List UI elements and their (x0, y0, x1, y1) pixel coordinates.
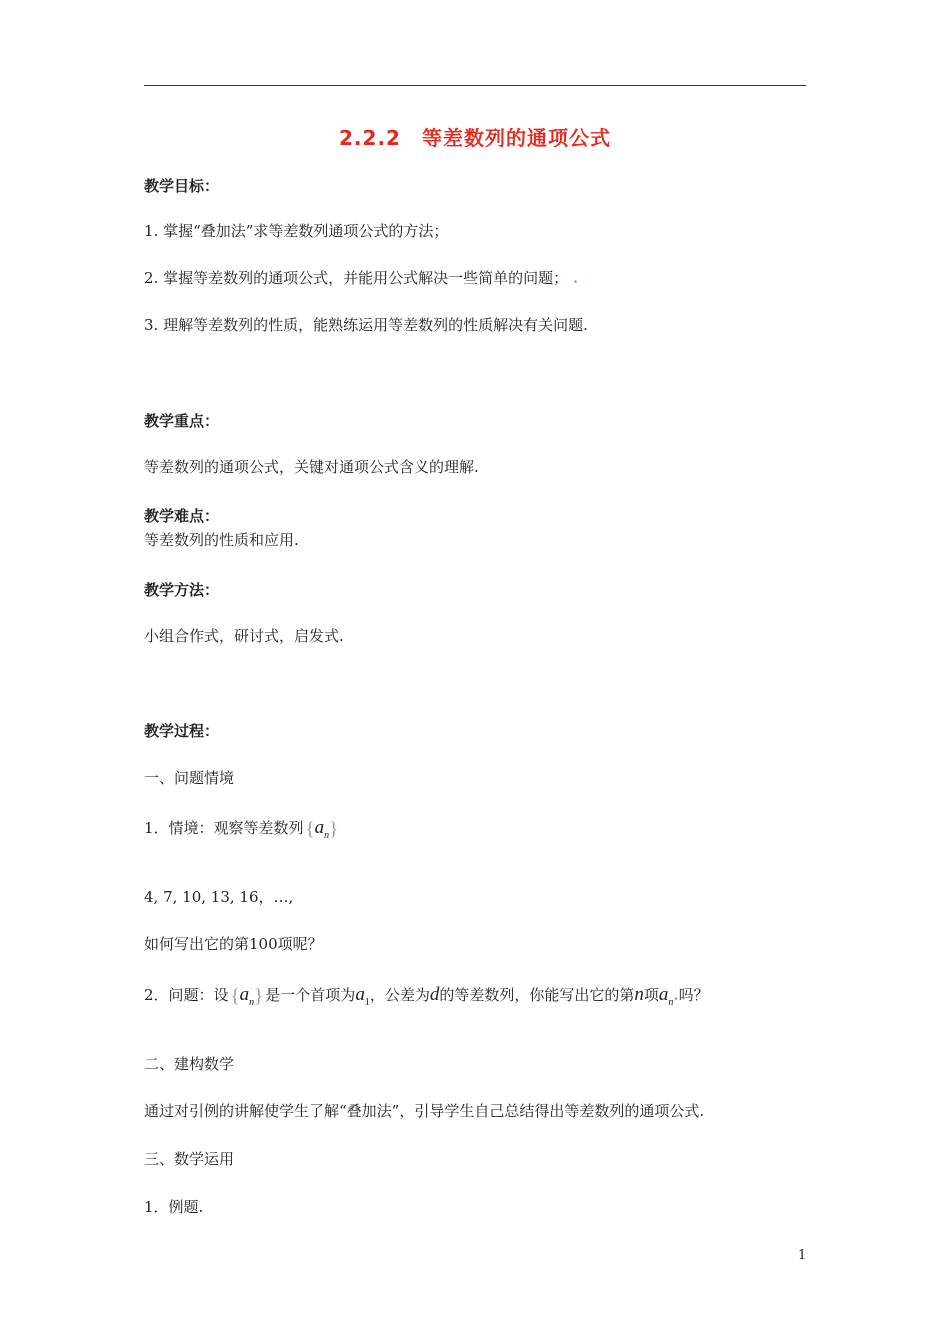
header-rule (144, 85, 806, 86)
difficulty-heading: 教学难点： (144, 507, 220, 525)
situation-line (144, 818, 340, 846)
process-heading: 教学过程： (144, 722, 220, 740)
method-text: 小组合作式，研讨式，启发式. (144, 627, 344, 645)
q2-text-c: ，公差为 (369, 986, 430, 1004)
marker-dot: . (572, 269, 579, 287)
q2-text-a: 2．问题：设 (144, 986, 229, 1004)
goal-1: 1. 掌握“叠加法”求等差数列通项公式的方法； (144, 222, 449, 240)
page-title: 2.2.2 等差数列的通项公式 (339, 126, 611, 150)
section-3-heading: 三、数学运用 (144, 1150, 235, 1168)
section-1-heading: 一、问题情境 (144, 769, 235, 787)
key-text: 等差数列的通项公式，关键对通项公式含义的理解. (144, 458, 479, 476)
question-2-line (144, 985, 709, 1013)
method-heading: 教学方法： (144, 581, 220, 599)
key-heading: 教学重点： (144, 412, 220, 430)
goal-2-text: 2. 掌握等差数列的通项公式，并能用公式解决一些简单的问题； (144, 269, 569, 287)
q2-text-e: 项 (643, 986, 659, 1004)
goal-2 (144, 268, 578, 288)
sequence-an-symbol-2: $\{a_n\}$ (230, 984, 264, 1008)
first-term-symbol: $a_1$ (355, 984, 370, 1008)
marker-dot-2: . (673, 986, 679, 1004)
q2-text-f: 吗？ (678, 986, 709, 1004)
page-number: 1 (798, 1248, 807, 1263)
sequence-numbers: 4, 7, 10, 13, 16，…, (144, 888, 294, 906)
q2-text-d: 的等差数列，你能写出它的第 (439, 986, 635, 1004)
situation-text: 1．情境：观察等差数列 (144, 819, 304, 837)
difficulty-text: 等差数列的性质和应用. (144, 531, 299, 549)
example-heading: 1．例题. (144, 1198, 204, 1216)
question-100th-term: 如何写出它的第100项呢？ (144, 935, 323, 953)
nth-term-symbol: $a_n$ (658, 984, 674, 1008)
goals-heading: 教学目标： (144, 177, 220, 195)
construct-text: 通过对引例的讲解使学生了解“叠加法”，引导学生自己总结得出等差数列的通项公式. (144, 1102, 705, 1120)
q2-text-b: 是一个首项为 (265, 986, 356, 1004)
n-symbol: n (634, 984, 644, 1005)
section-2-heading: 二、建构数学 (144, 1055, 235, 1073)
common-difference-symbol: d (429, 984, 440, 1005)
goal-3: 3. 理解等差数列的性质，能熟练运用等差数列的性质解决有关问题. (144, 316, 588, 334)
sequence-an-symbol: $\{a_n\}$ (305, 817, 339, 841)
